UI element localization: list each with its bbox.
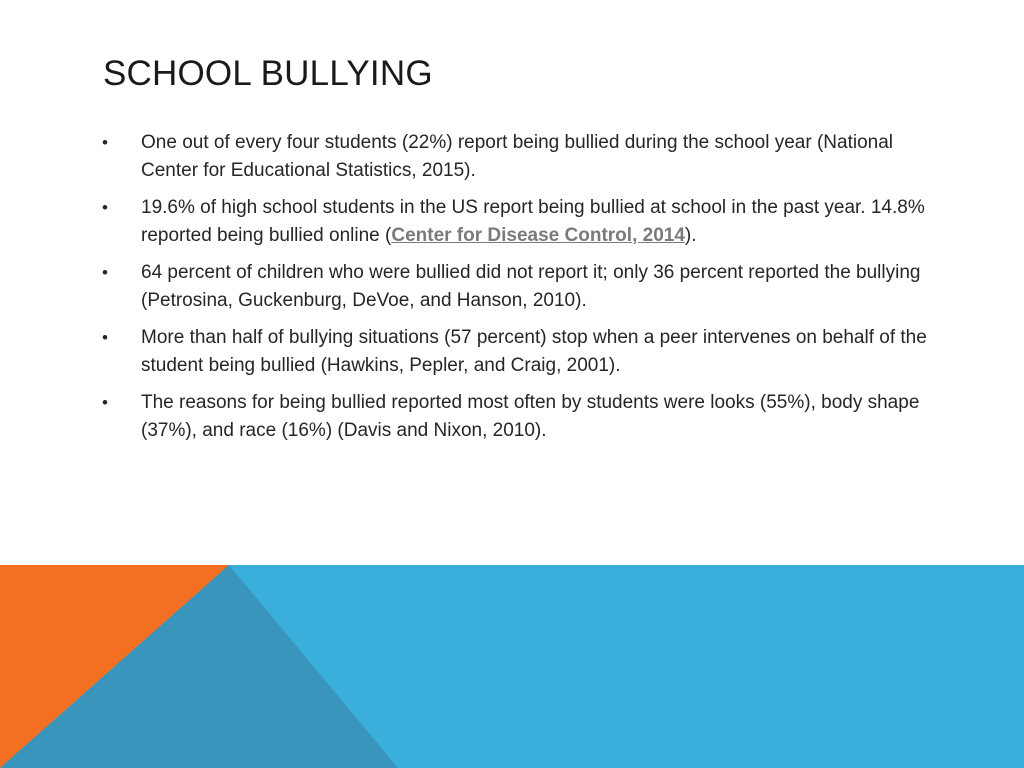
bullet-marker: • xyxy=(102,263,108,282)
bullet-marker: • xyxy=(102,393,108,412)
decorative-bottom-band xyxy=(0,565,1024,768)
bullet-text: 19.6% of high school students in the US report being bullied at school in the past year. 14.8% reported being bullied online ( xyxy=(141,197,925,246)
bullet-text: One out of every four students (22%) report being bullied during the school year (National Center for Educational Statistics, 2015). xyxy=(141,132,893,181)
bullet-marker: • xyxy=(102,328,108,347)
bullet-item xyxy=(102,389,932,444)
bullet-list xyxy=(102,129,932,454)
bullet-item xyxy=(102,259,932,314)
bullet-item xyxy=(102,194,932,249)
cdc-source-link[interactable]: Center for Disease Control, 2014 xyxy=(391,224,685,246)
bullet-marker: • xyxy=(102,133,108,152)
bullet-marker: • xyxy=(102,198,108,217)
bullet-text-tail: ). xyxy=(684,224,697,246)
bullet-text: 64 percent of children who were bullied did not report it; only 36 percent reported the bullying (Petrosina, Guckenburg, DeVoe, and Hanson, 2010). xyxy=(141,262,921,311)
slide-title: SCHOOL BULLYING xyxy=(103,54,433,93)
bullet-item xyxy=(102,324,932,379)
bullet-item xyxy=(102,129,932,184)
bullet-text: The reasons for being bullied reported most often by students were looks (55%), body shape (37%), and race (16%) (Davis and Nixon, 2010). xyxy=(141,392,920,441)
bullet-text: More than half of bullying situations (57 percent) stop when a peer intervenes on behalf of the student being bullied (Hawkins, Pepler, and Craig, 2001). xyxy=(141,327,927,376)
